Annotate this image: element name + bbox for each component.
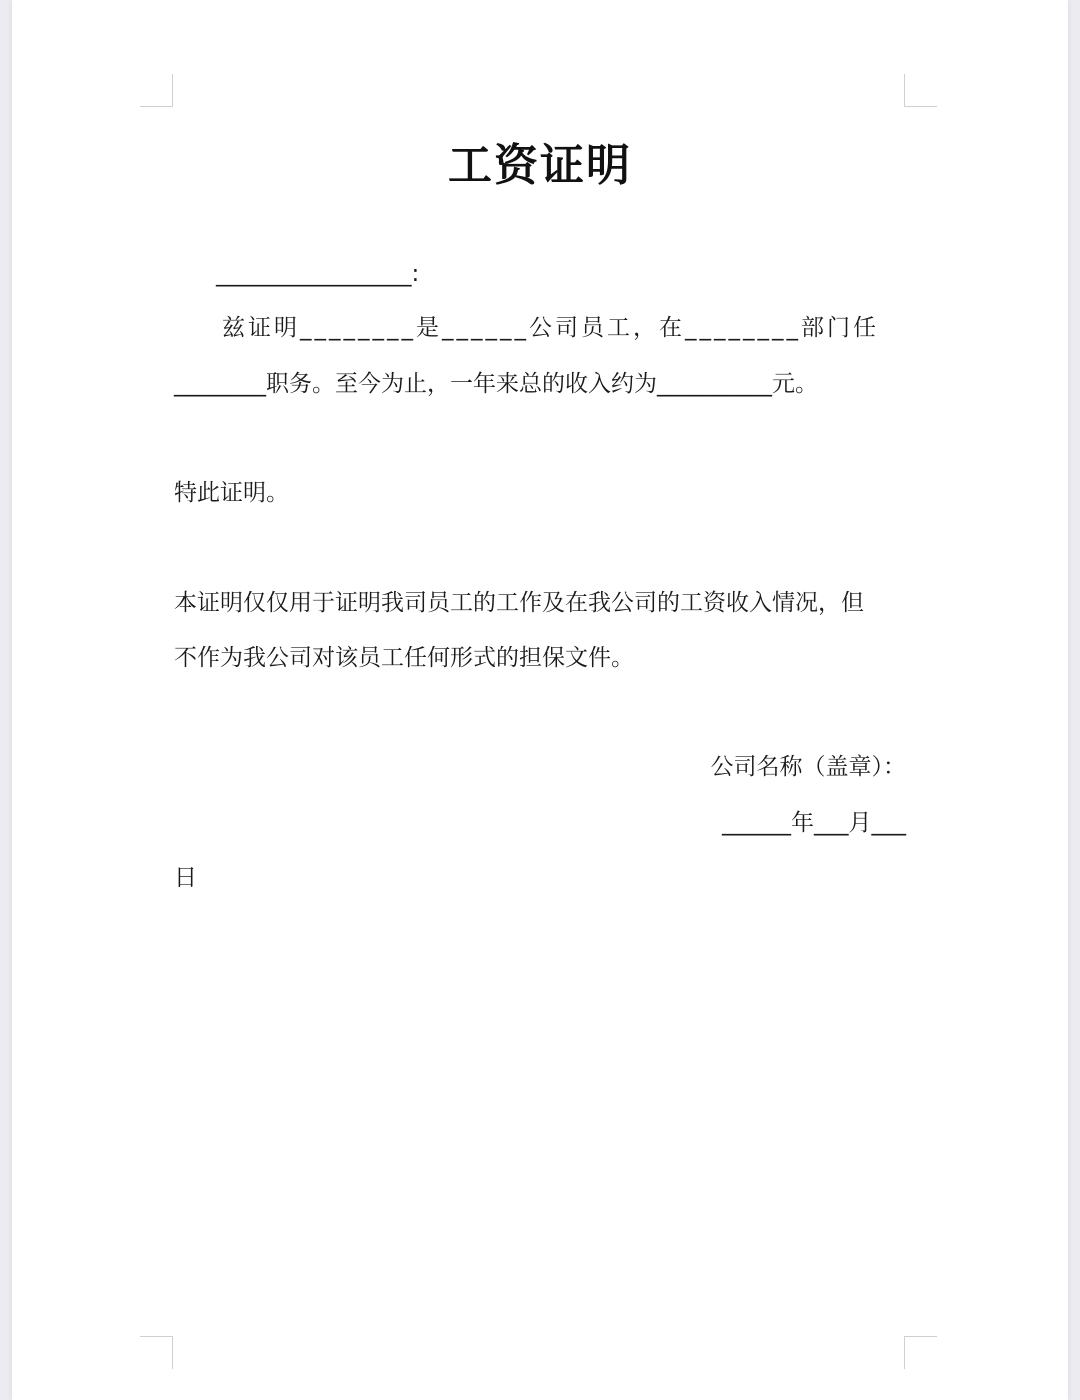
company-signature: 公司名称（盖章）：: [710, 754, 906, 780]
document-title: 工资证明: [448, 140, 632, 191]
day-label: 日: [174, 865, 197, 891]
note-line-1: 本证明仅仅用于证明我司员工的工作及在我公司的工资收入情况，但: [174, 590, 864, 616]
crop-mark-bottom-left: [140, 1336, 173, 1369]
body-line-1: 兹证明________是______公司员工，在________部门任: [222, 315, 879, 341]
body-line-2: ________职务。至今为止，一年来总的收入约为__________元。: [174, 371, 818, 397]
document-page: [12, 0, 1068, 1400]
crop-mark-top-left: [140, 74, 173, 107]
crop-mark-top-right: [904, 74, 937, 107]
special-statement: 特此证明。: [174, 480, 289, 506]
salutation-line: _________________:: [216, 261, 420, 287]
crop-mark-bottom-right: [904, 1336, 937, 1369]
date-line: ______年___月___: [722, 810, 906, 836]
note-line-2: 不作为我公司对该员工任何形式的担保文件。: [174, 645, 634, 671]
